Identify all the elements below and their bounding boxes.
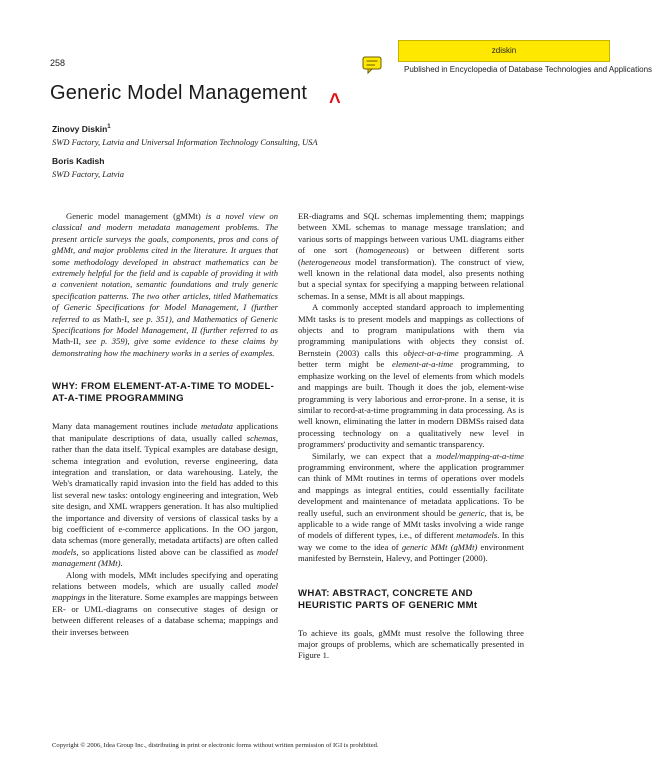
insertion-caret-mark[interactable]: ^ [329,89,341,115]
article-title: Generic Model Management [50,82,308,104]
section-heading-what: WHAT: ABSTRACT, CONCRETE AND HEURISTIC PARTS OF GENERIC MMt [298,587,478,611]
body-paragraph: Similarly, we can expect that a model/mapping-at-a-time programming environment, where the application programmer can think of MMt routines in terms of operations over models and mappings as integral entities, could essentially facilitate development and maintenance of metadata applications. To be really useful, such an environment should be generic, that is, be applicable to a wide range of MMt tasks involving a wide range of models of different types, i.e., of different metamodels. In this way we come to the idea of generic MMt (gMMt) environment manifested by Bernstein, Halevy, and Pottinger (2000). [298,450,524,564]
comment-note-icon[interactable] [362,56,382,74]
author-affiliation: SWD Factory, Latvia [52,169,125,179]
author-block-1 [52,121,318,148]
annotation-author-bar[interactable]: zdiskin [398,40,610,62]
body-paragraph: Along with models, MMt includes specifying and operating relations between models, which are usually called model mappings in the literature. Some examples are mappings between ER- or UML-diagrams on consecutive stages of design or between different releases of a database schema; mappings and their inverses between [52,569,278,637]
body-paragraph: Many data management routines include metadata applications that manipulate descriptions of data, usually called schemas, rather than the data itself. Typical examples are database design, schema integration and evolution, reverse engineering, data integration and translation, or data warehousing. Lately, the Web's dramatically rapid invasion into the field has added to this list several new tasks: ontology engineering and integration, Web site design, and XML wrappers generation. It has also multiplied the importance and diversity of versions of classical tasks by a big coefficient of e-commerce applications. In the OO jargon, data schemas (more generally, metadata artifacts) are often called models, so applications listed above can be classified as model management (MMt). [52,421,278,569]
author-block-2 [52,155,124,180]
author-affiliation: SWD Factory, Latvia and Universal Information Technology Consulting, USA [52,136,318,147]
copyright-footer: Copyright © 2006, Idea Group Inc., distributing in print or electronic forms without written permission of IGI is prohibited. [52,742,379,749]
abstract-paragraph: Generic model management (gMMt) is a novel view on classical and modern metadata management problems. The present article surveys the goals, components, pros and cons of gMMt, and major problems cited in the literature. It argues that some methodology developed in abstract mathematics can be extremely helpful for the field and is capable of providing it with a convenient notation, semantic foundations and truly generic specification patterns. The two other articles, titled Mathematics of Generic Specifications for Model Management, I (further referred to as Math-I, see p. 351), and Mathematics of Generic Specifications for Model Management, II (further referred to as Math-II, see p. 359), give some evidence to these claims by demonstrating how the machinery works in a series of examples. [52,211,278,358]
annotation-published-note: Published in Encyclopedia of Database Technologies and Applications [404,65,652,74]
author-name: Boris Kadish [52,156,105,166]
page-number: 258 [50,58,66,68]
right-column [298,211,524,662]
body-paragraph: To achieve its goals, gMMt must resolve the following three major groups of problems, which are schematically presented in Figure 1. [298,627,524,661]
author-name: Zinovy Diskin$^1$ [52,123,111,134]
left-column [52,211,278,638]
section-heading-why: WHY: FROM ELEMENT-AT-A-TIME TO MODEL-AT-A-TIME PROGRAMMING [52,381,275,405]
body-paragraph: A commonly accepted standard approach to implementing MMt tasks is to present models and mappings as collections of objects and to program manipulations with them via programming manipulations with objects they consist of. Bernstein (2003) calls this object-at-a-time programming. A better term might be element-at-a-time programming, to emphasize working on the level of elements from which models and mappings are built. Though it does the job, element-wise programming is very laborious and error-prone. In a sense, it is similar to record-at-a-time programming in data processing. As is well known, eliminating the latter in modern DBMSs raised data processing technology on a qualitatively new level in programmers' productivity and semantic transparency. [298,302,524,450]
body-paragraph: ER-diagrams and SQL schemas implementing them; mappings between XML schemas to manage message translation; and various sorts of mappings between various UML diagrams either of one sort (homogeneous) or between different sorts (heterogeneous model transformation). The construct of view, well known in the relational data model, also presents nothing but a special syntax for specifying a mapping between relational schemas. In a sense, MMt is all about mappings. [298,211,524,301]
